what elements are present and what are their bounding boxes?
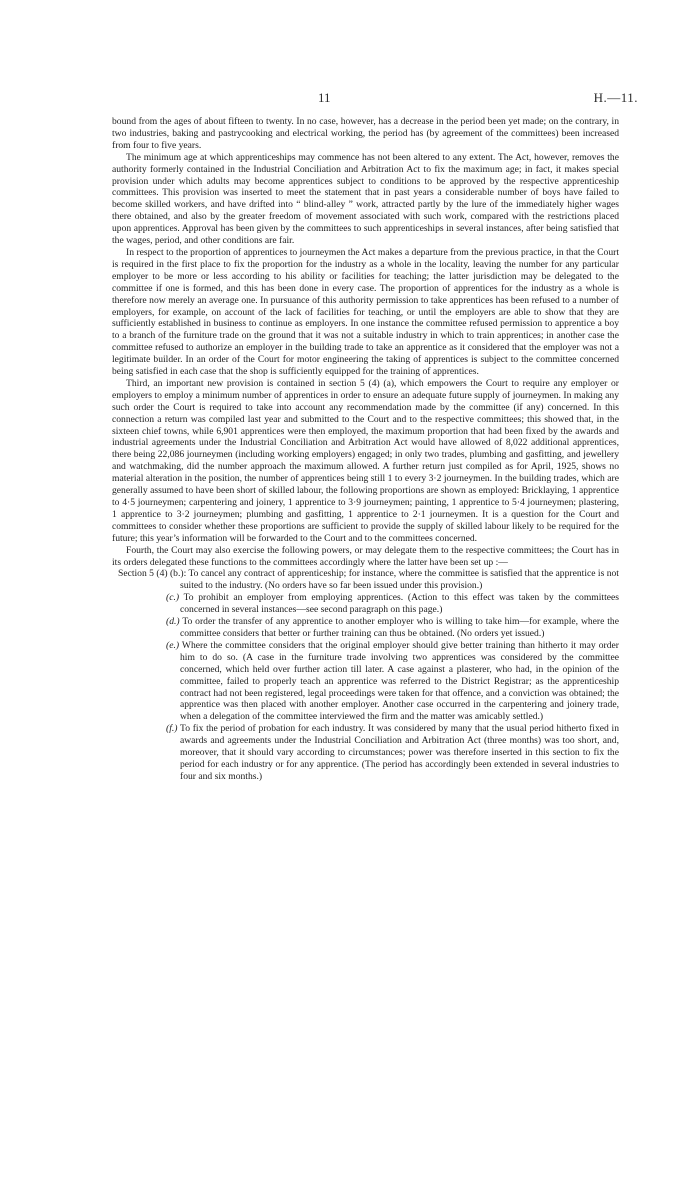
provisions-list (112, 568, 619, 782)
provision-item (112, 723, 619, 783)
provision-item (112, 592, 619, 616)
provision-item (112, 616, 619, 640)
provision-item (112, 640, 619, 723)
provision-text: To fix the period of probation for each industry. It was considered by many that the usual period hitherto fixed in awards and agreements under the Industrial Conciliation and Arbitration Act (three months) was too short, and, moreover, that it should vary according to circumstances; power was therefore inserted in this section to fix the period for each industry or for any apprentice. (The period has accordingly been extended in several industries to four and six months.) (180, 723, 619, 782)
provision-label: (f.) (166, 723, 178, 735)
provision-label: (c.) (166, 592, 180, 604)
provision-label: (d.) (166, 616, 180, 628)
page-header (0, 92, 700, 108)
document-body (112, 116, 619, 783)
provision-label: Section 5 (4) (b.): (118, 568, 187, 580)
provision-text: To prohibit an employer from employing apprentices. (Action to this effect was taken by the committees concerned in several instances—see second paragraph on this page.) (180, 592, 619, 616)
provision-text: Where the committee considers that the original employer should give better training than hitherto it may order him to do so. (A case in the furniture trade involving two apprentices was considered by the committee concerned, which held over further action till later. A case against a plasterer, who had, in the opinion of the committee, failed to properly teach an apprentice was referred to the District Registrar; as the apprenticeship contract had not been registered, legal proceedings were taken for that offence, and a conviction was obtained; the apprentice was then placed with another employer. Another case occurred in the carpentering and joinery trade, when a delegation of the committee interviewed the firm and the matter was amicably settled.) (180, 639, 619, 723)
paragraph-proportion: In respect to the proportion of apprentices to journeymen the Act makes a departure from the previous practice, in that the Court is required in the first place to fix the proportion for the industry as a whole in the locality, leaving the number for any particular employer to be more or less according to his ability or facilities for teaching; the latter jurisdiction may be delegated to the committee if one is formed, and this has been done in every case. The proportion of apprentices for the industry as a whole is therefore now merely an average one. In pursuance of this authority permission to take apprentices has been refused to a number of employers, for example, on account of the lack of facilities for teaching, or until the employers are able to show that they are sufficiently established in business to continue as employers. In one instance the committee refused permission to apprentice a boy to a branch of the furniture trade on the ground that it was not a suitable industry in which to train apprentices; in another case the committee refused to authorize an employer in the building trade to take an apprentice as it considered that the employer was not a legitimate builder. In an order of the Court for motor engineering the taking of apprentices is subject to the committee concerned being satisfied in each case that the shop is sufficiently equipped for the training of apprentices. (112, 246, 619, 378)
provision-item (112, 568, 619, 592)
document-reference: H.—11. (593, 90, 638, 105)
page-number: 11 (318, 90, 331, 105)
paragraph-third-provision: Third, an important new provision is contained in section 5 (4) (a), which empowers the Court to require any employer or employers to employ a minimum number of apprentices in order to ensure an adequate future supply of journeymen. In making any such order the Court is required to take into account any recommendation made by the committee (if any) concerned. In this connection a return was compiled last year and submitted to the Court and to the respective committees; this showed that, in the sixteen chief towns, while 6,901 apprentices were then employed, the maximum proportion that had been fixed by the awards and industrial agreements under the Industrial Conciliation and Arbitration Act would have allowed of 8,022 additional apprentices, there being 22,086 journeymen (including working employers) engaged; in only two trades, plumbing and gasfitting, and jewellery and watchmaking, did the number approach the maximum allowed. A further return just compiled as for April, 1925, shows no material alteration in the position, the number of apprentices being still 1 to every 3·2 journeymen. In the building trades, which are generally assumed to have been short of skilled labour, the following proportions are shown as employed: Bricklaying, 1 apprentice to 4·5 journeymen; carpentering and joinery, 1 apprentice to 3·9 journeymen; painting, 1 apprentice to 5·4 journeymen; plastering, 1 apprentice to 3·2 journeymen; plumbing and gasfitting, 1 apprentice to 2·1 journeymen. It is a question for the Court and committees to consider whether these proportions are sufficient to provide the supply of skilled labour likely to be required for the future; this year’s information will be forwarded to the Court and to the committees concerned. (112, 377, 619, 544)
paragraph-minimum-age: The minimum age at which apprenticeships may commence has not been altered to any extent. The Act, however, removes the authority formerly contained in the Industrial Conciliation and Arbitration Act to fix the maximum age; in fact, it makes special provision under which adults may become apprentices subject to conditions to be approved by the respective apprenticeship committees. This provision was inserted to meet the statement that in past years a considerable number of boys have failed to become skilled workers, and have drifted into “ blind-alley ” work, attracted partly by the lure of the immediately higher wages there obtained, and also by the greater freedom of movement associated with such work, compared with the restrictions placed upon apprentices. Approval has been given by the committees to such apprenticeships in several instances, after being satisfied that the wages, period, and other conditions are fair. (112, 151, 619, 247)
provision-text: To order the transfer of any apprentice to another employer who is willing to take him—for example, where the committee considers that better or further training can thus be obtained. (No orders yet issued.) (180, 616, 619, 639)
provision-label: (e.) (166, 639, 180, 651)
paragraph-fourth-powers: Fourth, the Court may also exercise the following powers, or may delegate them to the respective committees; the Court has in its orders delegated these functions to the committees accordingly where the latter have been set up :— (112, 544, 619, 568)
provision-text: To cancel any contract of apprenticeship; for instance, where the committee is satisfied that the apprentice is not suited to the industry. (No orders have so far been issued under this provision.) (180, 568, 619, 592)
paragraph-continued: bound from the ages of about fifteen to twenty. In no case, however, has a decrease in the period been yet made; on the contrary, in two industries, baking and pastrycooking and electrical working, the period has (by agreement of the committees) been increased from four to five years. (112, 116, 619, 151)
